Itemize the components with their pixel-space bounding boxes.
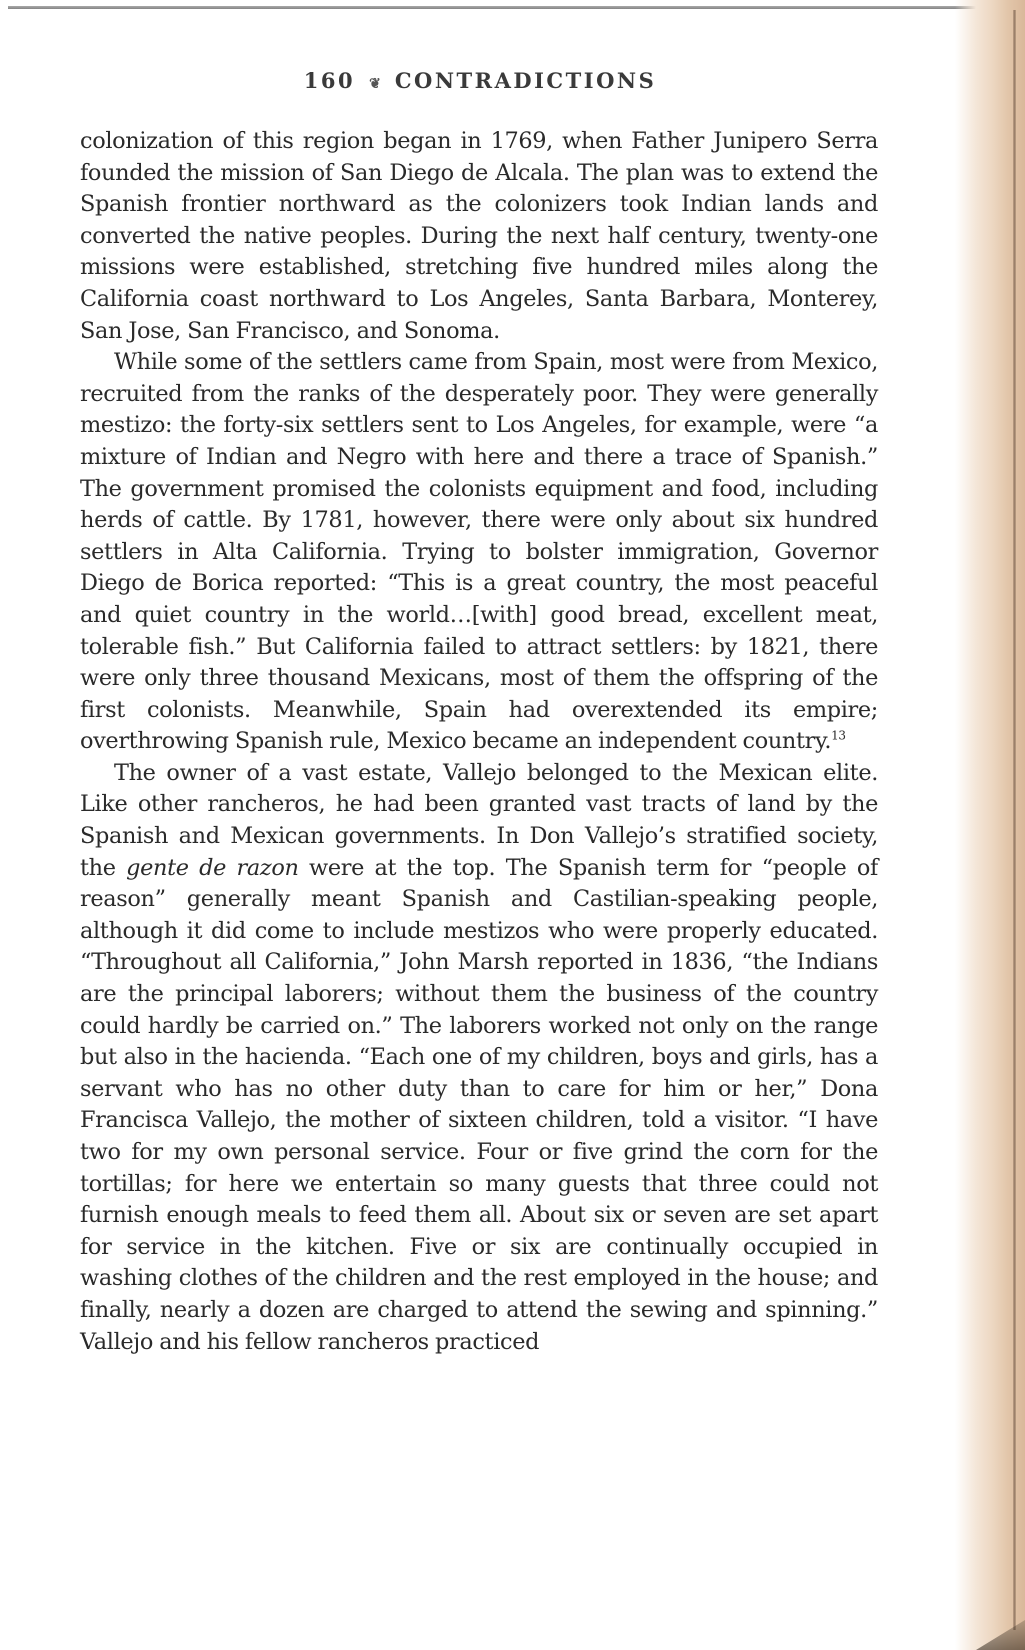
- ornament-icon: ❦: [369, 76, 381, 92]
- running-header: [0, 68, 960, 93]
- body-text: [80, 126, 878, 1358]
- paragraph-text: While some of the settlers came from Spain, most were from Mexico, recruited from the ranks of the desperately poor. They were generally mestizo: the forty-six settlers sent to Los Angeles, for example, were “a mixture of Indian and Negro with here and there a trace of Spanish.” The government promised the colonists equipment and food, including herds of cattle. By 1781, however, there were only about six hundred settlers in Alta California. Trying to bolster immigration, Governor Diego de Borica reported: “This is a great country, the most peaceful and quiet country in the world…[with] good bread, excellent meat, tolerable fish.” But California failed to attract settlers: by 1821, there were only three thousand Mexicans, most of them the offspring of the first colonists. Meanwhile, Spain had overextended its empire; overthrowing Spanish rule, Mexico became an independent country.: [80, 349, 878, 755]
- paragraph-text: were at the top. The Spanish term for “people of reason” generally meant Spanish and Castilian-speaking people, although it did come to include mestizos who were properly educated. “Throughout all California,” John Marsh reported in 1836, “the Indians are the principal laborers; without them the business of the country could hardly be carried on.” The laborers worked not only on the range but also in the hacienda. “Each one of my children, boys and girls, has a servant who has no other duty than to care for him or her,” Dona Francisca Vallejo, the mother of sixteen children, told a visitor. “I have two for my own personal service. Four or five grind the corn for the tortillas; for here we entertain so many guests that three could not furnish enough meals to feed them all. About six or seven are set apart for service in the kitchen. Five or six are continually occupied in washing clothes of the children and the rest employed in the house; and finally, nearly a dozen are charged to attend the sewing and spinning.” Vallejo and his fellow rancheros practiced: [80, 854, 878, 1355]
- paragraph-2: [80, 347, 878, 758]
- running-title: CONTRADICTIONS: [394, 68, 657, 93]
- book-spine-line: [1013, 10, 1016, 1630]
- paragraph-text: colonization of this region began in 1769, when Father Junipero Serra founded the mission of San Diego de Alcala. The plan was to extend the Spanish frontier northward as the colonizers took Indian lands and converted the native peoples. During the next half century, twenty-one missions were established, stretching five hundred miles along the California coast northward to Los Angeles, Santa Barbara, Monterey, San Jose, San Francisco, and Sonoma.: [80, 128, 878, 344]
- italic-term: gente de razon: [126, 854, 299, 881]
- footnote-marker[interactable]: 13: [831, 728, 846, 743]
- page-number: 160: [303, 68, 356, 93]
- paragraph-3: [80, 758, 878, 1358]
- paragraph-1: [80, 126, 878, 347]
- book-gutter: [955, 0, 1025, 1650]
- scan-top-edge: [8, 6, 1008, 9]
- paragraph-text: The owner of a vast estate, Vallejo belonged to the Mexican elite. Like other rancheros, he had been granted vast tracts of land by the Spanish and Mexican governments. In Don Vallejo’s stratified society, the: [80, 759, 878, 881]
